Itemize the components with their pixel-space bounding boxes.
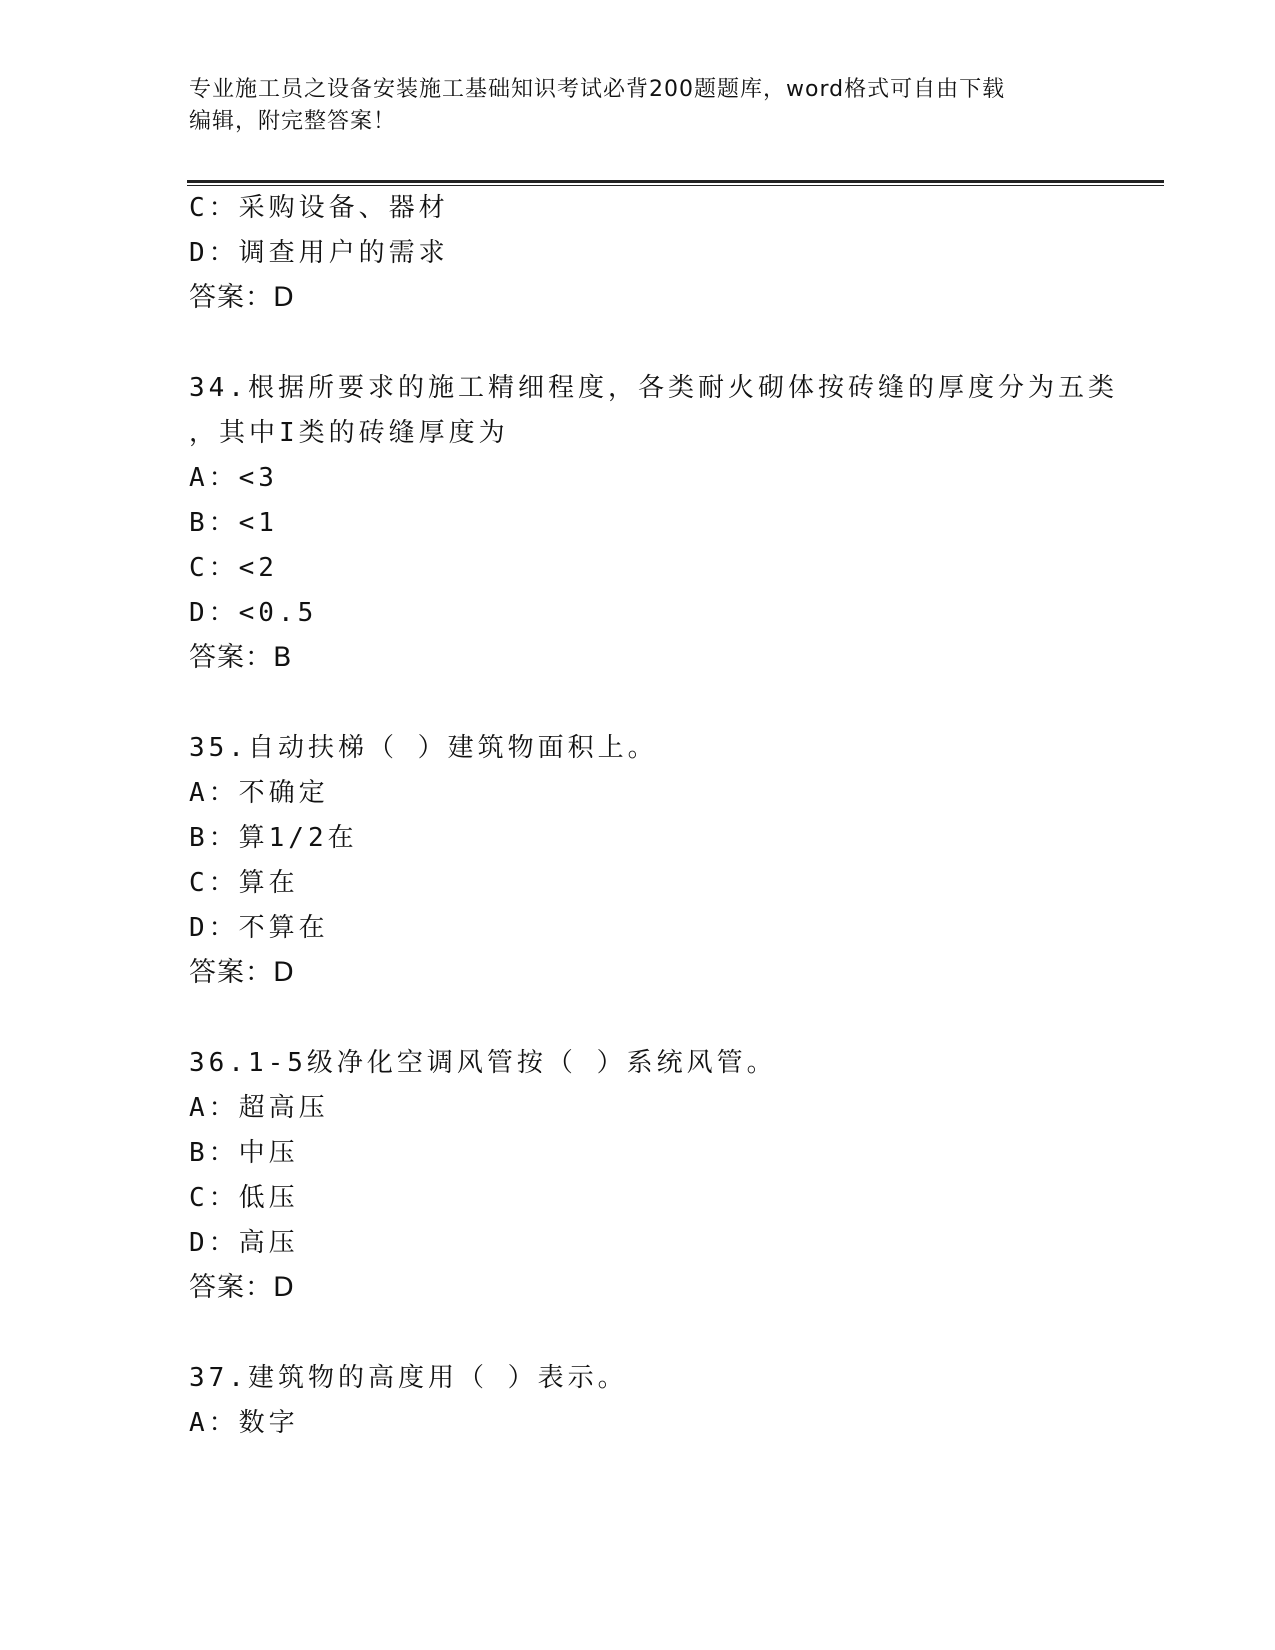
header-line-2: 编辑，附完整答案！ <box>189 109 397 134</box>
q35-option-d: D：不算在 <box>189 913 329 943</box>
header-line-1: 专业施工员之设备安装施工基础知识考试必背200题题库，word格式可自由下载 <box>189 77 1006 102</box>
q34-text-line-1: 34.根据所要求的施工精细程度，各类耐火砌体按砖缝的厚度分为五类 <box>189 373 1118 403</box>
header-divider-thick <box>187 180 1164 183</box>
q36-option-d: D：高压 <box>189 1228 299 1258</box>
q35-option-b: B：算1/2在 <box>189 823 358 853</box>
q36-answer: 答案：D <box>189 1272 295 1303</box>
prev-option-c: C：采购设备、器材 <box>189 193 449 223</box>
q35-text: 35.自动扶梯（ ）建筑物面积上。 <box>189 733 658 763</box>
q34-option-d: D：<0.5 <box>189 598 318 628</box>
q36-text: 36.1-5级净化空调风管按（ ）系统风管。 <box>189 1048 777 1078</box>
prev-option-d: D：调查用户的需求 <box>189 238 449 268</box>
q34-answer: 答案：B <box>189 642 293 673</box>
q34-option-b: B：<1 <box>189 508 278 538</box>
q35-option-a: A：不确定 <box>189 778 329 808</box>
q35-answer: 答案：D <box>189 957 295 988</box>
document-header <box>189 74 1089 138</box>
q34-option-a: A：<3 <box>189 463 278 493</box>
q35-option-c: C：算在 <box>189 868 299 898</box>
q34-option-c: C：<2 <box>189 553 278 583</box>
q36-option-a: A：超高压 <box>189 1093 329 1123</box>
q36-option-b: B：中压 <box>189 1138 299 1168</box>
q37-text: 37.建筑物的高度用（ ）表示。 <box>189 1363 628 1393</box>
q34-text-line-2: ，其中I类的砖缝厚度为 <box>189 418 509 448</box>
prev-answer: 答案：D <box>189 282 295 313</box>
q36-option-c: C：低压 <box>189 1183 299 1213</box>
header-divider-thin <box>187 185 1164 186</box>
q37-option-a: A：数字 <box>189 1408 299 1438</box>
